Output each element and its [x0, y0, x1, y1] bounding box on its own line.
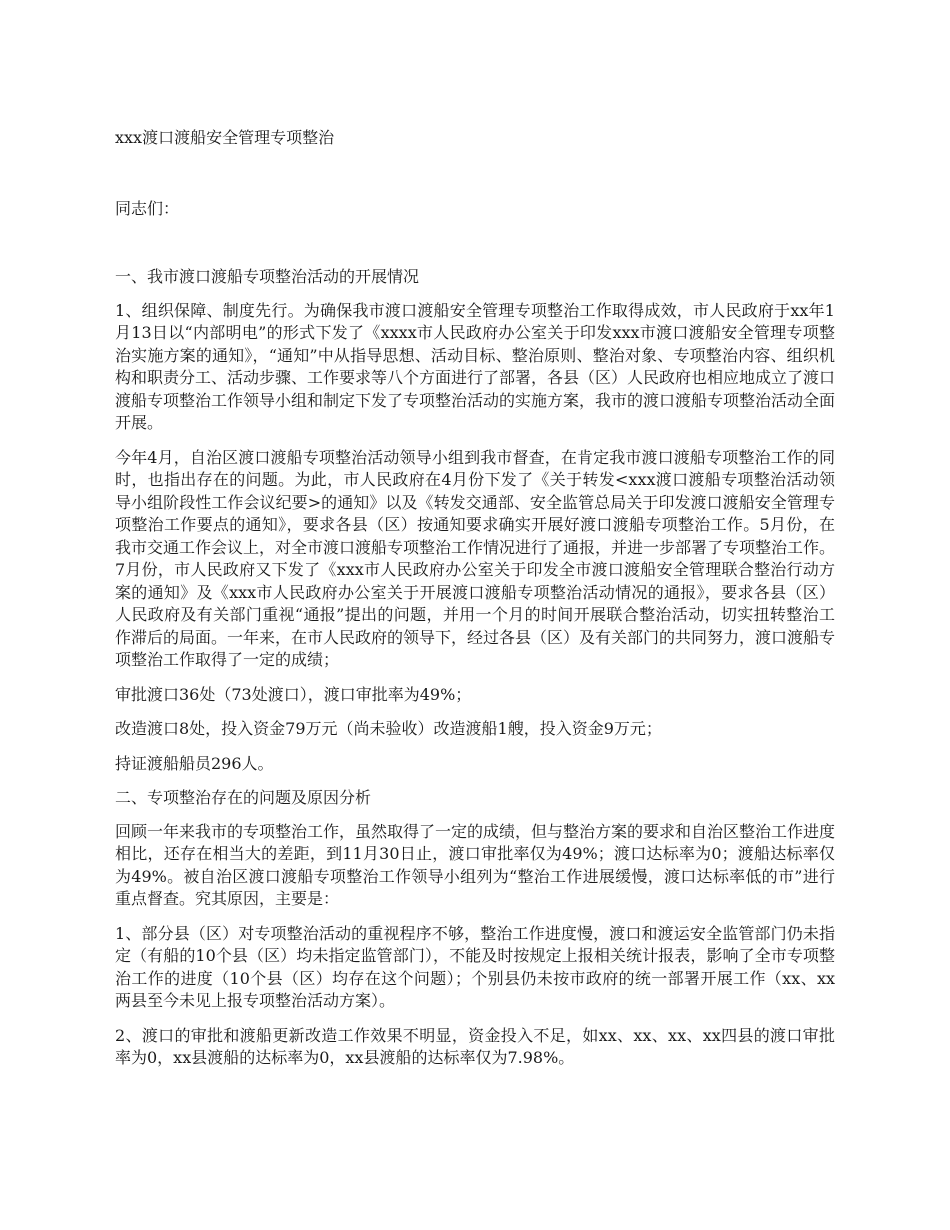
section-heading-1: 一、我市渡口渡船专项整治活动的开展情况	[115, 267, 420, 286]
result-renovation: 改造渡口8处，投入资金79万元（尚未验收）改造渡船1艘，投入资金9万元；	[115, 719, 662, 738]
paragraph-supervision: 今年4月，自治区渡口渡船专项整治活动领导小组到我市督查，在肯定我市渡口渡船专项整治工作的同时，也指出存在的问题。为此，市人民政府在4月份下发了《关于转发<xxx渡口渡船专项整治活动领导小组阶段性工作会议纪要>的通知》以及《转发交通部、安全监管总局关于印发渡口渡船安全管理专项整治工作要点的通知》，要求各县（区）按通知要求确实开展好渡口渡船专项整治工作。5月份，在我市交通工作会议上，对全市渡口渡船专项整治工作情况进行了通报，并进一步部署了专项整治工作。7月份，市人民政府又下发了《xxx市人民政府办公室关于印发全市渡口渡船安全管理联合整治行动方案的通知》及《xxx市人民政府办公室关于开展渡口渡船专项整治活动情况的通报》，要求各县（区）人民政府及有关部门重视“通报”提出的问题，并用一个月的时间开展联合整治活动，切实扭转整治工作滞后的局面。一年来，在市人民政府的领导下，经过各县（区）及有关部门的共同努力，渡口渡船专项整治工作取得了一定的成绩；	[115, 447, 836, 669]
result-approval: 审批渡口36处（73处渡口），渡口审批率为49%；	[115, 684, 472, 704]
document-body	[115, 266, 835, 1082]
document-title: xxx渡口渡船安全管理专项整治	[115, 128, 335, 147]
problem-item-1: 1、部分县（区）对专项整治活动的重视程序不够，整治工作进度慢，渡口和渡运安全监管部门仍未指定（有船的10个县（区）均未指定监管部门），不能及时按规定上报相关统计报表，影响了全市专项整治工作的进度（10个县（区）均存在这个问题）；个别县仍未按市政府的统一部署开展工作（xx、xx两县至今未见上报专项整治活动方案）。	[115, 923, 835, 1010]
paragraph-organization: 1、组织保障、制度先行。为确保我市渡口渡船安全管理专项整治工作取得成效，市人民政府于xx年1月13日以“内部明电”的形式下发了《xxxx市人民政府办公室关于印发xxx市渡口渡船安全管理专项整治实施方案的通知》，“通知”中从指导思想、活动目标、整治原则、整治对象、专项整治内容、组织机构和职责分工、活动步骤、工作要求等八个方面进行了部署，各县（区）人民政府也相应地成立了渡口渡船专项整治工作领导小组和制定下发了专项整治活动的实施方案，我市的渡口渡船专项整治活动全面开展。	[115, 300, 836, 432]
problem-item-2: 2、渡口的审批和渡船更新改造工作效果不明显，资金投入不足，如xx、xx、xx、xx四县的渡口审批率为0，xx县渡船的达标率为0，xx县渡船的达标率仅为7.98%。	[115, 1025, 835, 1067]
paragraph-review: 回顾一年来我市的专项整治工作，虽然取得了一定的成绩，但与整治方案的要求和自治区整治工作进度相比，还存在相当大的差距，到11月30日止，渡口审批率仅为49%；渡口达标率为0；渡船达标率仅为49%。被自治区渡口渡船专项整治工作领导小组列为“整治工作进展缓慢，渡口达标率低的市”进行重点督查。究其原因，主要是：	[115, 821, 836, 908]
salutation: 同志们：	[115, 199, 180, 218]
section-heading-2: 二、专项整治存在的问题及原因分析	[115, 788, 372, 807]
result-crew: 持证渡船船员296人。	[115, 753, 274, 773]
